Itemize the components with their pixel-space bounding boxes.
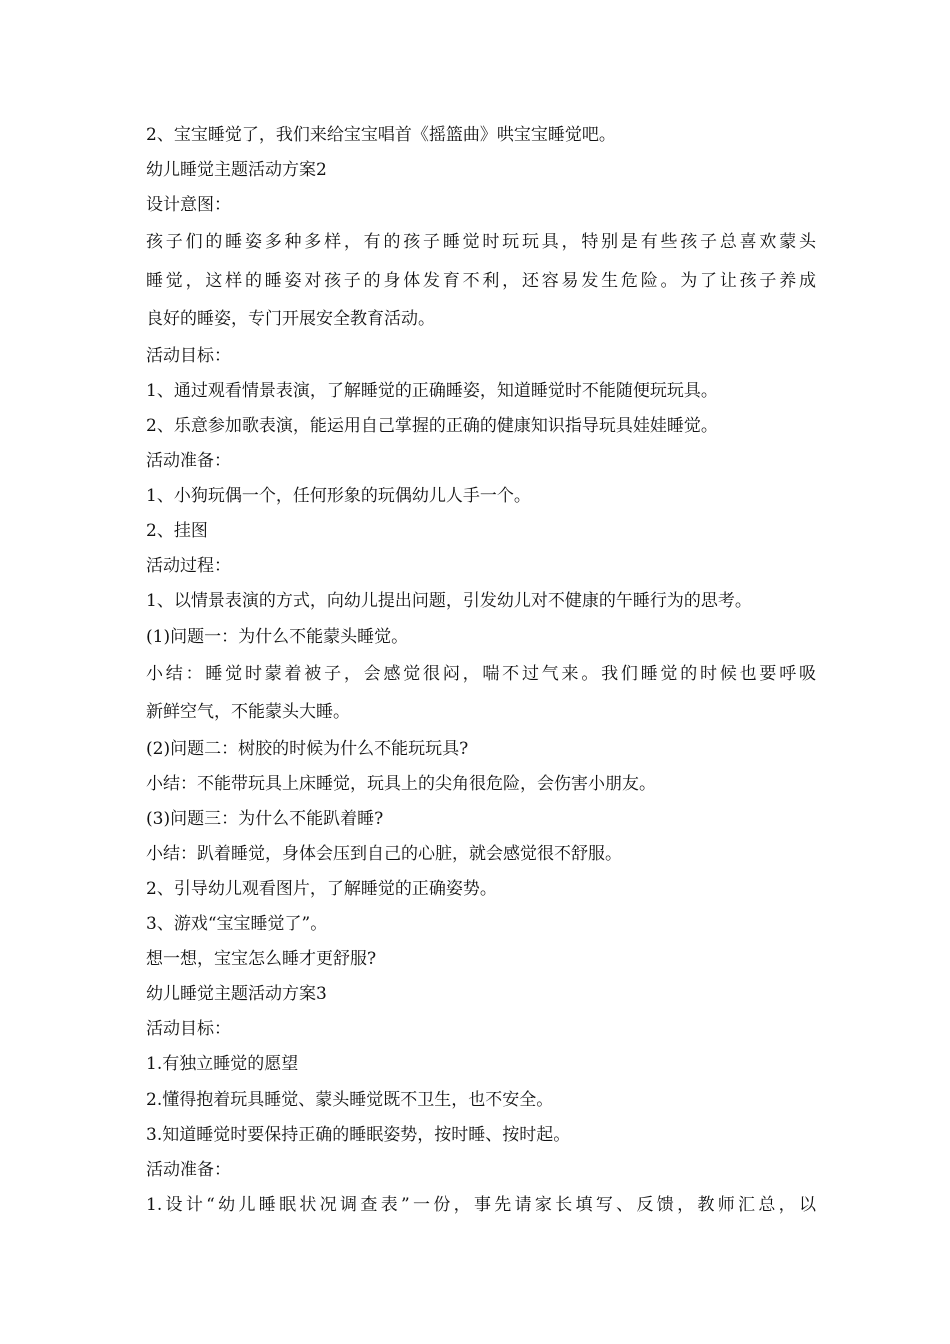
list-item: (1)问题一：为什么不能蒙头睡觉。 [146,626,409,647]
list-item: 1、以情景表演的方式，向幼儿提出问题，引发幼儿对不健康的午睡行为的思考。 [146,591,752,612]
list-item: 1.有独立睡觉的愿望 [146,1054,299,1075]
section-heading: 幼儿睡觉主题活动方案2 [146,160,327,181]
list-item: 2、挂图 [146,521,208,542]
paragraph-line: 孩子们的睡姿多种多样，有的孩子睡觉时玩玩具，特别是有些孩子总喜欢蒙头 [146,232,816,253]
list-item: 2、乐意参加歌表演，能运用自己掌握的正确的健康知识指导玩具娃娃睡觉。 [146,415,718,436]
subheading: 设计意图： [146,195,231,216]
list-item: 1.设计“幼儿睡眠状况调查表”一份，事先请家长填写、反馈，教师汇总，以 [146,1194,816,1215]
subheading: 活动目标： [146,345,231,366]
subheading: 活动准备： [146,451,231,472]
paragraph-line: 小结：不能带玩具上床睡觉，玩具上的尖角很危险，会伤害小朋友。 [146,773,656,794]
paragraph-line: 小结：睡觉时蒙着被子，会感觉很闷，喘不过气来。我们睡觉的时候也要呼吸 [146,663,816,684]
subheading: 活动过程： [146,556,231,577]
list-item: 3.知道睡觉时要保持正确的睡眠姿势，按时睡、按时起。 [146,1124,571,1145]
document-body [146,118,816,1223]
paragraph-line: 2、宝宝睡觉了，我们来给宝宝唱首《摇篮曲》哄宝宝睡觉吧。 [146,125,616,145]
subheading: 活动准备： [146,1159,231,1180]
section-heading: 幼儿睡觉主题活动方案3 [146,984,327,1005]
list-item: 1、通过观看情景表演，了解睡觉的正确睡姿，知道睡觉时不能随便玩玩具。 [146,380,718,401]
list-item: 2.懂得抱着玩具睡觉、蒙头睡觉既不卫生，也不安全。 [146,1089,554,1110]
paragraph-line: 良好的睡姿，专门开展安全教育活动。 [146,309,435,330]
paragraph-line: 睡觉，这样的睡姿对孩子的身体发育不利，还容易发生危险。为了让孩子养成 [146,270,816,291]
paragraph-line: 想一想，宝宝怎么睡才更舒服? [146,949,377,970]
list-item: (2)问题二：树胶的时候为什么不能玩玩具? [146,738,469,759]
list-item: 2、引导幼儿观看图片，了解睡觉的正确姿势。 [146,879,497,899]
list-item: (3)问题三：为什么不能趴着睡? [146,808,384,829]
list-item: 3、游戏“宝宝睡觉了”。 [146,914,328,935]
paragraph-line: 新鲜空气，不能蒙头大睡。 [146,702,350,723]
paragraph-line: 小结：趴着睡觉，身体会压到自己的心脏，就会感觉很不舒服。 [146,843,622,864]
list-item: 1、小狗玩偶一个，任何形象的玩偶幼儿人手一个。 [146,486,531,507]
subheading: 活动目标： [146,1019,231,1040]
